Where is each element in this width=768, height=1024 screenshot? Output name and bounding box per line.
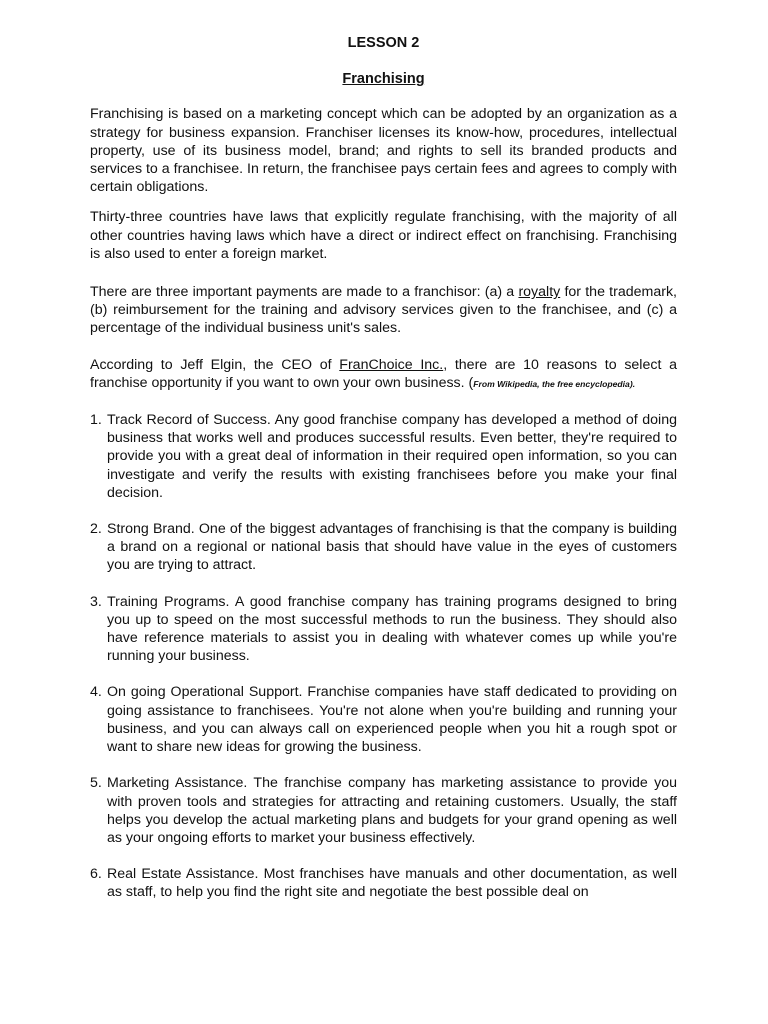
franchoice-link[interactable]: FranChoice Inc. [339,356,444,373]
list-item-number: 4. [90,684,102,701]
list-item-text: Track Record of Success. Any good franchise company has developed a method of doing business that works well and produces successful results. Even better, they're required to provide you with a great deal of information in their required open information, so you can investigate and verify the results with existing franchisees before you make your final decision. [107,412,677,501]
list-item [90,865,677,901]
source-citation: From Wikipedia, the free encyclopedia). [473,378,636,389]
reasons-list [90,411,677,901]
list-item-number: 5. [90,775,102,792]
paragraph-reasons-text-2: , there are 10 reasons to select a franchise opportunity if you want to own your own business. ( [90,356,677,391]
list-item-number: 1. [90,412,102,429]
list-item-text: Training Programs. A good franchise company has training programs designed to bring you up to speed on the most successful methods to run the business. They should also have reference materials to assist you in dealing with whatever comes up while you're running your business. [107,593,677,665]
list-item [90,683,677,756]
list-item-text: Marketing Assistance. The franchise company has marketing assistance to provide you with proven tools and strategies for attracting and retaining customers. Usually, the staff helps you develop the actual marketing plans and budgets for your grand opening as well as your ongoing efforts to market your business effectively. [107,775,677,846]
royalty-link[interactable]: royalty [518,284,561,301]
list-item [90,593,677,666]
list-item-number: 3. [90,593,102,610]
paragraph-payments-text-2: for the trademark, (b) reimbursement for the training and advisory services given to the franchisee, and (c) a percentage of the individual business unit's sales. [90,284,677,337]
list-item [90,411,677,502]
list-item [90,520,677,575]
document-page [90,34,677,902]
paragraph-payments-text-1: There are three important payments are made to a franchisor: (a) a [90,284,519,301]
paragraph-payments [90,283,677,338]
list-item-text: Strong Brand. One of the biggest advantages of franchising is that the company is building a brand on a regional or national basis that should have value in the eyes of customers you are trying to attract. [107,521,677,574]
paragraph-intro: Franchising is based on a marketing concept which can be adopted by an organization as a strategy for business expansion. Franchiser licenses its know-how, procedures, intellectual property, use of its business model, brand; and rights to sell its branded products and services to a franchisee. In return, the franchisee pays certain fees and agrees to comply with certain obligations. [90,106,677,196]
list-item-text: Real Estate Assistance. Most franchises have manuals and other documentation, as well as staff, to help you find the right site and negotiate the best possible deal on [107,866,677,901]
lesson-heading: LESSON 2 [347,35,420,51]
paragraph-reasons-text-1: According to Jeff Elgin, the CEO of [90,356,340,373]
list-item [90,774,677,847]
list-item-number: 2. [90,521,102,538]
list-item-text: On going Operational Support. Franchise companies have staff dedicated to providing on going assistance to franchisees. You're not alone when you're building and running your business, and you can always call on experienced people when you hit a rough spot or want to share new ideas for growing the business. [107,684,677,756]
list-item-number: 6. [90,866,102,883]
page-title: Franchising [342,71,425,88]
paragraph-laws: Thirty-three countries have laws that explicitly regulate franchising, with the majority of all other countries having laws which have a direct or indirect effect on franchising. Franchising is also used to enter a foreign market. [90,209,677,262]
paragraph-reasons [90,356,677,393]
